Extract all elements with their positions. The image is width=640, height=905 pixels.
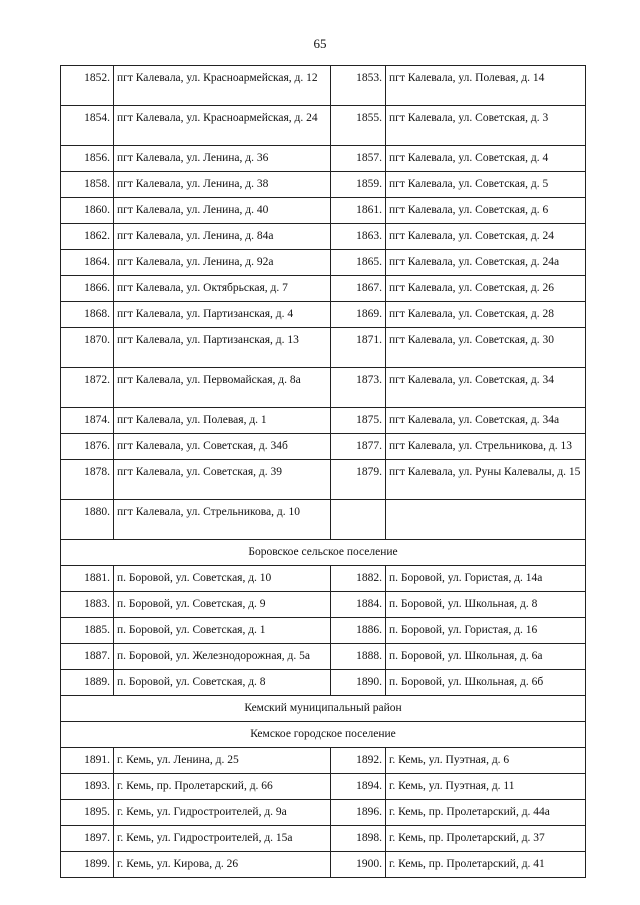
address-register-table <box>60 65 586 878</box>
section-header-row <box>61 722 586 748</box>
entry-number: 1864. <box>61 250 114 276</box>
table-row <box>61 66 586 106</box>
entry-number: 1866. <box>61 276 114 302</box>
table-row <box>61 852 586 878</box>
table-row <box>61 276 586 302</box>
entry-number: 1879. <box>331 460 386 500</box>
entry-address: пгт Калевала, ул. Руны Калевалы, д. 15 <box>386 460 586 500</box>
entry-address: пгт Калевала, ул. Советская, д. 34а <box>386 408 586 434</box>
entry-address: пгт Калевала, ул. Ленина, д. 36 <box>114 146 331 172</box>
entry-address: пгт Калевала, ул. Советская, д. 30 <box>386 328 586 368</box>
entry-address <box>386 500 586 540</box>
entry-number: 1853. <box>331 66 386 106</box>
entry-number: 1860. <box>61 198 114 224</box>
entry-address: пгт Калевала, ул. Советская, д. 34 <box>386 368 586 408</box>
table-row <box>61 748 586 774</box>
entry-address: пгт Калевала, ул. Полевая, д. 1 <box>114 408 331 434</box>
entry-address: пгт Калевала, ул. Советская, д. 24 <box>386 224 586 250</box>
section-title: Кемское городское поселение <box>61 722 586 748</box>
entry-number: 1891. <box>61 748 114 774</box>
entry-address: г. Кемь, ул. Пуэтная, д. 11 <box>386 774 586 800</box>
entry-number: 1869. <box>331 302 386 328</box>
entry-address: пгт Калевала, ул. Советская, д. 4 <box>386 146 586 172</box>
table-row <box>61 826 586 852</box>
entry-address: п. Боровой, ул. Школьная, д. 6б <box>386 670 586 696</box>
entry-address: пгт Калевала, ул. Стрельникова, д. 13 <box>386 434 586 460</box>
entry-number: 1899. <box>61 852 114 878</box>
entry-address: п. Боровой, ул. Железнодорожная, д. 5а <box>114 644 331 670</box>
entry-number: 1859. <box>331 172 386 198</box>
entry-address: пгт Калевала, ул. Ленина, д. 38 <box>114 172 331 198</box>
entry-address: п. Боровой, ул. Школьная, д. 8 <box>386 592 586 618</box>
entry-address: г. Кемь, пр. Пролетарский, д. 66 <box>114 774 331 800</box>
table-row <box>61 592 586 618</box>
entry-address: п. Боровой, ул. Гористая, д. 14а <box>386 566 586 592</box>
entry-number: 1856. <box>61 146 114 172</box>
entry-number: 1863. <box>331 224 386 250</box>
entry-number: 1862. <box>61 224 114 250</box>
entry-number: 1889. <box>61 670 114 696</box>
entry-number: 1880. <box>61 500 114 540</box>
table-row <box>61 460 586 500</box>
entry-number: 1890. <box>331 670 386 696</box>
entry-address: пгт Калевала, ул. Полевая, д. 14 <box>386 66 586 106</box>
section-header-row <box>61 696 586 722</box>
entry-number: 1897. <box>61 826 114 852</box>
entry-address: пгт Калевала, ул. Стрельникова, д. 10 <box>114 500 331 540</box>
section-title: Боровское сельское поселение <box>61 540 586 566</box>
table-row <box>61 618 586 644</box>
section-header-row <box>61 540 586 566</box>
entry-address: пгт Калевала, ул. Советская, д. 3 <box>386 106 586 146</box>
table-row <box>61 368 586 408</box>
entry-address: г. Кемь, ул. Ленина, д. 25 <box>114 748 331 774</box>
entry-number: 1867. <box>331 276 386 302</box>
entry-number: 1898. <box>331 826 386 852</box>
table-row <box>61 644 586 670</box>
entry-address: пгт Калевала, ул. Ленина, д. 84а <box>114 224 331 250</box>
entry-number: 1894. <box>331 774 386 800</box>
table-row <box>61 670 586 696</box>
entry-number: 1876. <box>61 434 114 460</box>
entry-number: 1874. <box>61 408 114 434</box>
entry-address: пгт Калевала, ул. Первомайская, д. 8а <box>114 368 331 408</box>
entry-number: 1865. <box>331 250 386 276</box>
entry-number: 1884. <box>331 592 386 618</box>
entry-number: 1875. <box>331 408 386 434</box>
entry-number: 1900. <box>331 852 386 878</box>
table-row <box>61 106 586 146</box>
entry-number: 1892. <box>331 748 386 774</box>
entry-address: пгт Калевала, ул. Октябрьская, д. 7 <box>114 276 331 302</box>
entry-number: 1873. <box>331 368 386 408</box>
entry-address: пгт Калевала, ул. Советская, д. 39 <box>114 460 331 500</box>
entry-address: пгт Калевала, ул. Партизанская, д. 4 <box>114 302 331 328</box>
entry-number: 1887. <box>61 644 114 670</box>
entry-address: пгт Калевала, ул. Советская, д. 6 <box>386 198 586 224</box>
page-number: 65 <box>313 36 327 51</box>
entry-address: п. Боровой, ул. Школьная, д. 6а <box>386 644 586 670</box>
entry-address: г. Кемь, пр. Пролетарский, д. 44а <box>386 800 586 826</box>
entry-address: пгт Калевала, ул. Красноармейская, д. 24 <box>114 106 331 146</box>
entry-number: 1882. <box>331 566 386 592</box>
entry-address: пгт Калевала, ул. Советская, д. 28 <box>386 302 586 328</box>
section-title: Кемский муниципальный район <box>61 696 586 722</box>
table-row <box>61 566 586 592</box>
entry-number <box>331 500 386 540</box>
entry-number: 1883. <box>61 592 114 618</box>
entry-address: г. Кемь, ул. Кирова, д. 26 <box>114 852 331 878</box>
entry-address: пгт Калевала, ул. Партизанская, д. 13 <box>114 328 331 368</box>
entry-address: пгт Калевала, ул. Советская, д. 5 <box>386 172 586 198</box>
table-row <box>61 328 586 368</box>
entry-number: 1888. <box>331 644 386 670</box>
entry-address: пгт Калевала, ул. Ленина, д. 92а <box>114 250 331 276</box>
entry-address: г. Кемь, ул. Пуэтная, д. 6 <box>386 748 586 774</box>
entry-number: 1886. <box>331 618 386 644</box>
entry-number: 1855. <box>331 106 386 146</box>
entry-address: г. Кемь, ул. Гидростроителей, д. 9а <box>114 800 331 826</box>
entry-address: пгт Калевала, ул. Советская, д. 24а <box>386 250 586 276</box>
table-row <box>61 146 586 172</box>
table-row <box>61 408 586 434</box>
entry-address: пгт Калевала, ул. Советская, д. 34б <box>114 434 331 460</box>
entry-number: 1878. <box>61 460 114 500</box>
table-row <box>61 434 586 460</box>
entry-address: пгт Калевала, ул. Советская, д. 26 <box>386 276 586 302</box>
entry-address: пгт Калевала, ул. Ленина, д. 40 <box>114 198 331 224</box>
entry-number: 1858. <box>61 172 114 198</box>
entry-number: 1885. <box>61 618 114 644</box>
table-row <box>61 500 586 540</box>
entry-number: 1896. <box>331 800 386 826</box>
entry-address: п. Боровой, ул. Советская, д. 9 <box>114 592 331 618</box>
entry-address: п. Боровой, ул. Гористая, д. 16 <box>386 618 586 644</box>
entry-address: г. Кемь, пр. Пролетарский, д. 37 <box>386 826 586 852</box>
table-row <box>61 224 586 250</box>
entry-number: 1895. <box>61 800 114 826</box>
entry-number: 1872. <box>61 368 114 408</box>
entry-address: г. Кемь, ул. Гидростроителей, д. 15а <box>114 826 331 852</box>
table-row <box>61 302 586 328</box>
table-row <box>61 198 586 224</box>
entry-number: 1870. <box>61 328 114 368</box>
entry-number: 1852. <box>61 66 114 106</box>
entry-number: 1877. <box>331 434 386 460</box>
table-body <box>61 66 586 878</box>
table-row <box>61 800 586 826</box>
entry-number: 1871. <box>331 328 386 368</box>
entry-address: п. Боровой, ул. Советская, д. 1 <box>114 618 331 644</box>
entry-number: 1893. <box>61 774 114 800</box>
entry-number: 1857. <box>331 146 386 172</box>
entry-number: 1861. <box>331 198 386 224</box>
table-row <box>61 774 586 800</box>
entry-number: 1881. <box>61 566 114 592</box>
entry-number: 1868. <box>61 302 114 328</box>
entry-number: 1854. <box>61 106 114 146</box>
entry-address: пгт Калевала, ул. Красноармейская, д. 12 <box>114 66 331 106</box>
entry-address: г. Кемь, пр. Пролетарский, д. 41 <box>386 852 586 878</box>
entry-address: п. Боровой, ул. Советская, д. 10 <box>114 566 331 592</box>
table-row <box>61 250 586 276</box>
table-row <box>61 172 586 198</box>
entry-address: п. Боровой, ул. Советская, д. 8 <box>114 670 331 696</box>
